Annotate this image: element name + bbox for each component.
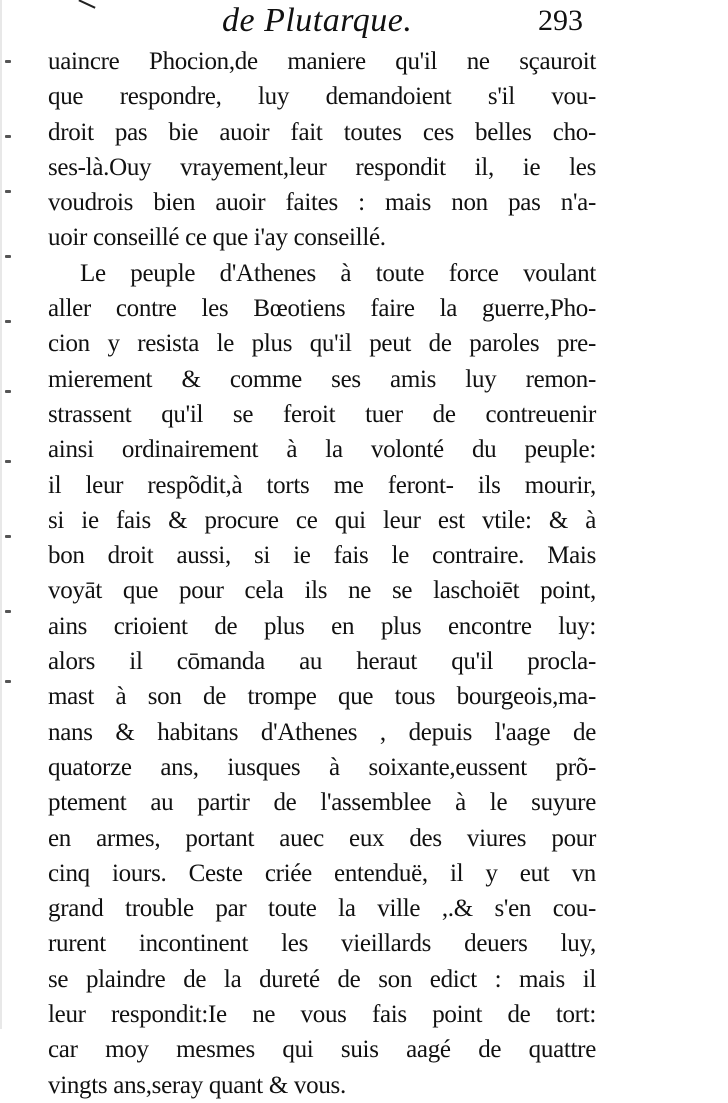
text-line: Le peuple d'Athenes à toute force voulant <box>80 259 596 287</box>
text-line: grand trouble par toute la ville ,.& s'en cou- <box>48 895 596 923</box>
margin-mark <box>5 610 11 613</box>
left-margin-marks <box>2 30 16 1010</box>
margin-mark <box>5 135 11 138</box>
margin-mark <box>5 390 11 393</box>
margin-mark <box>5 460 11 463</box>
running-title: de Plutarque. <box>222 2 413 39</box>
text-line: ses-là.Ouy vrayement,leur respondit il, ie les <box>48 153 596 181</box>
text-line: quatorze ans, iusques à soixante,eussent prõ- <box>48 753 596 781</box>
text-line: se plaindre de la dureté de son edict : mais il <box>48 965 596 993</box>
text-line: car moy mesmes qui suis aagé de quattre <box>48 1036 596 1064</box>
text-line: que respondre, luy demandoient s'il vou- <box>48 83 596 111</box>
margin-mark <box>5 255 11 258</box>
margin-mark <box>5 535 11 538</box>
text-line: strassent qu'il se feroit tuer de contreuenir <box>48 400 596 428</box>
paragraph-2 <box>48 256 596 1103</box>
text-line: si ie fais & procure ce qui leur est vtile: & à <box>48 506 596 534</box>
margin-mark <box>5 320 11 323</box>
paragraph-1 <box>48 44 596 256</box>
text-line: cion y resista le plus qu'il peut de paroles pre- <box>48 330 596 358</box>
page-number: 293 <box>538 4 583 37</box>
margin-mark <box>5 60 11 63</box>
text-line: leur respondit:Ie ne vous fais point de tort: <box>48 1001 596 1029</box>
text-line: voudrois bien auoir faites : mais non pas n'a- <box>48 189 596 217</box>
text-line: aller contre les Bœotiens faire la guerre,Pho- <box>48 295 596 323</box>
text-line: droit pas bie auoir fait toutes ces belles cho- <box>48 118 596 146</box>
text-line: vingts ans,seray quant & vous. <box>48 1071 346 1099</box>
margin-mark <box>5 190 11 193</box>
body-text <box>48 44 596 1103</box>
text-line: ainsi ordinairement à la volonté du peuple: <box>48 436 596 464</box>
text-line: il leur respõdit,à torts me feront- ils mourir, <box>48 471 596 499</box>
text-line: alors il cōmanda au heraut qu'il procla- <box>48 648 596 676</box>
running-head <box>0 0 728 44</box>
margin-mark <box>5 680 11 683</box>
text-line: uaincre Phocion,de maniere qu'il ne sçauroit <box>48 48 596 75</box>
text-line: mierement & comme ses amis luy remon- <box>48 365 596 393</box>
text-line: nans & habitans d'Athenes , depuis l'aage de <box>48 718 596 746</box>
text-line: bon droit aussi, si ie fais le contraire. Mais <box>48 542 596 570</box>
text-line: mast à son de trompe que tous bourgeois,ma- <box>48 683 596 711</box>
text-line: voyāt que pour cela ils ne se laschoiēt point, <box>48 577 596 605</box>
text-line: cinq iours. Ceste criée entenduë, il y eut vn <box>48 859 596 887</box>
corner-tick <box>78 0 95 9</box>
text-line: en armes, portant auec eux des viures pour <box>48 824 596 852</box>
text-line: uoir conseillé ce que i'ay conseillé. <box>48 224 386 252</box>
text-line: rurent incontinent les vieillards deuers luy, <box>48 930 596 958</box>
text-line: ptement au partir de l'assemblee à le suyure <box>48 789 596 817</box>
text-line: ains crioient de plus en plus encontre luy: <box>48 612 596 640</box>
